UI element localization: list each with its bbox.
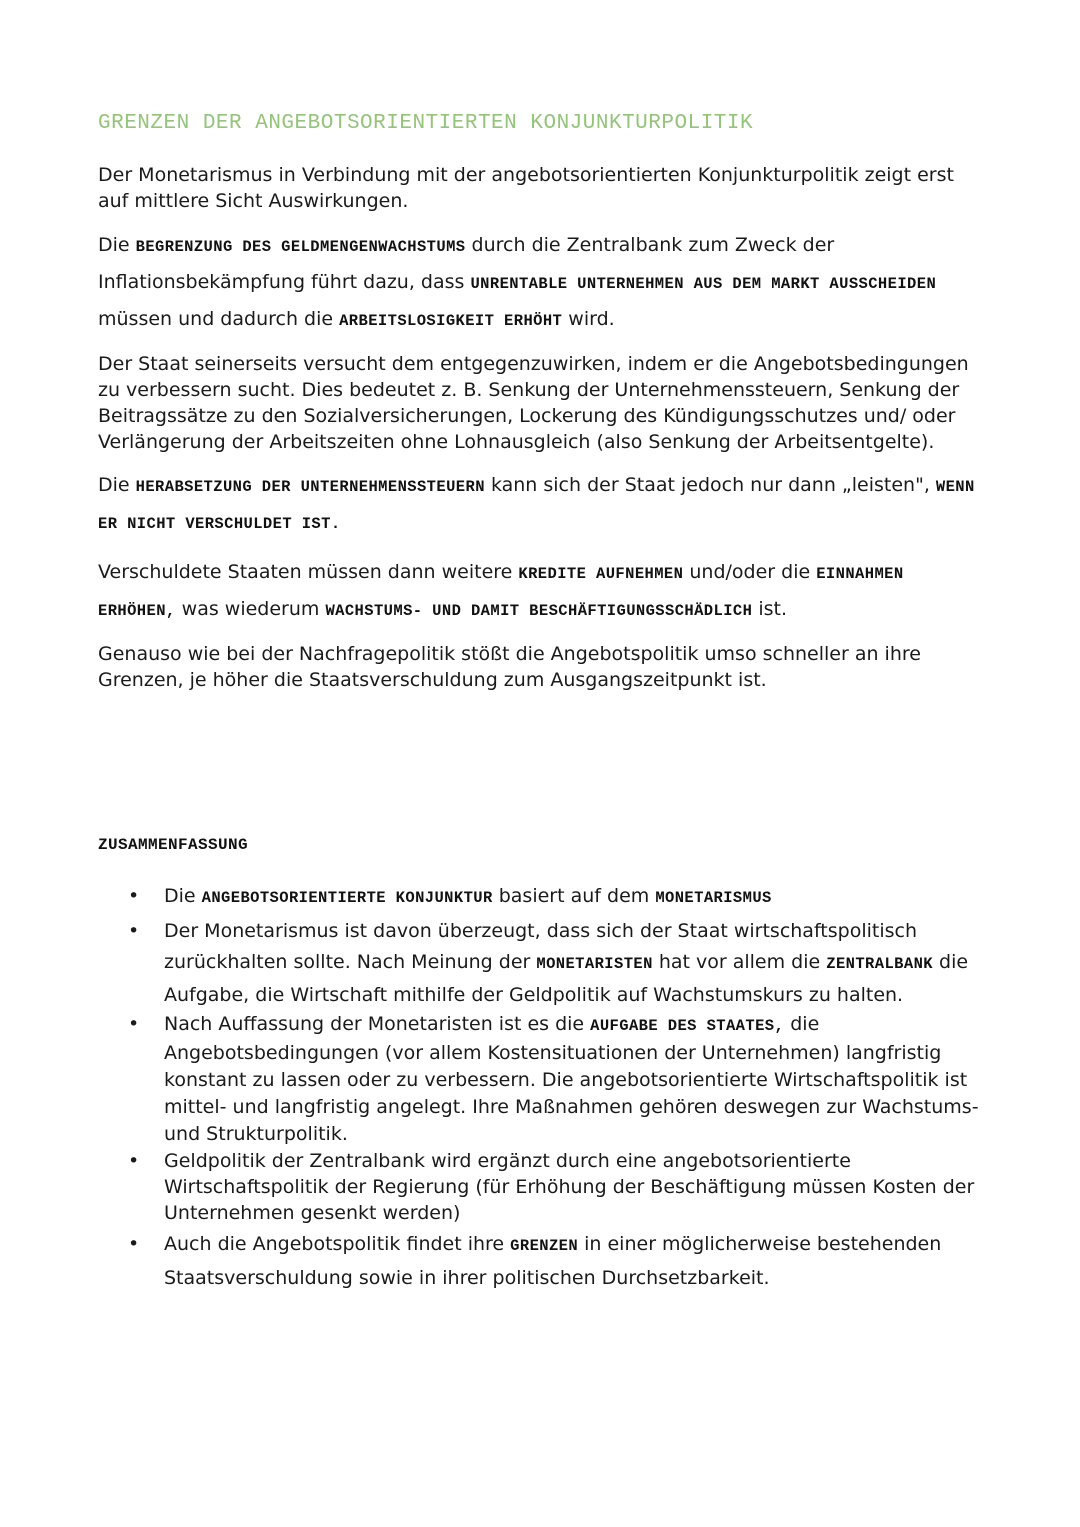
text: basiert auf dem (492, 885, 656, 907)
paragraph-intro: Der Monetarismus in Verbindung mit der angebotsorientierten Konjunkturpolitik zeigt erst auf mittlere Sicht Auswirkungen. (98, 164, 954, 212)
text: Auch die Angebotspolitik findet ihre (164, 1233, 511, 1255)
list-item (98, 1148, 988, 1226)
paragraph-money-supply (98, 228, 988, 339)
text: die Aufgabe, die Wirtschaft mithilfe der Geldpolitik auf Wachstumskurs zu halten. (164, 951, 969, 1006)
emphasis: KREDITE AUFNEHMEN (518, 565, 684, 583)
emphasis: UNRENTABLE UNTERNEHMEN AUS DEM MARKT AUSSCHEIDEN (470, 275, 937, 293)
text: wird. (562, 308, 615, 330)
text: Die (98, 234, 136, 256)
emphasis: ZENTRALBANK (826, 955, 933, 973)
text: Die (98, 474, 136, 496)
emphasis: EINNAHMEN ERHÖHEN, (98, 565, 904, 620)
paragraph-limits: Genauso wie bei der Nachfragepolitik stößt die Angebotspolitik umso schneller an ihre Grenzen, je höher die Staatsverschuldung zum Ausgangszeitpunkt ist. (98, 643, 921, 691)
emphasis: GRENZEN (510, 1237, 579, 1255)
emphasis: MONETARISTEN (536, 955, 653, 973)
text: was wiederum (175, 598, 326, 620)
text: Nach Auffassung der Monetaristen ist es die (164, 1013, 591, 1035)
emphasis: ARBEITSLOSIGKEIT ERHÖHT (339, 312, 563, 330)
list-item (98, 916, 988, 1011)
section-title: GRENZEN DER ANGEBOTSORIENTIERTEN KONJUNKTURPOLITIK (98, 112, 754, 135)
summary-list (98, 880, 988, 1294)
text: Die (164, 885, 202, 907)
paragraph-state-measures: Der Staat seinerseits versucht dem entgegenzuwirken, indem er die Angebotsbedingungen zu verbessern sucht. Dies bedeutet z. B. Senkung der Unternehmenssteuern, Senkung der Beitragssätze zu den Sozialversicherungen, Lockerung des Kündigungsschutzes und/ oder Verlängerung der Arbeitszeiten ohne Lohnausgleich (also Senkung der Arbeitsentgelte). (98, 353, 969, 453)
list-item (98, 880, 988, 914)
text: durch die Zentralbank zum Zweck der Inflationsbekämpfung führt dazu, dass (98, 234, 835, 293)
text: Verschuldete Staaten müssen dann weitere (98, 561, 519, 583)
emphasis: WACHSTUMS- UND DAMIT BESCHÄFTIGUNGSSCHÄDLICH (325, 602, 753, 620)
emphasis: WENN ER NICHT VERSCHULDET IST. (98, 478, 975, 533)
emphasis: MONETARISMUS (655, 889, 772, 907)
emphasis: ANGEBOTSORIENTIERTE KONJUNKTUR (201, 889, 493, 907)
text: müssen und dadurch die (98, 308, 340, 330)
text: die Angebotsbedingungen (vor allem Kostensituationen der Unternehmen) langfristig konstant zu lassen oder zu verbessern. Die angebotsorientierte Wirtschaftspolitik ist mittel- und langfristig angelegt. Ihre Maßnahmen gehören deswegen zur Wachstums- und Strukturpolitik. (164, 1013, 979, 1145)
text: und/oder die (683, 561, 817, 583)
text: ist. (752, 598, 788, 620)
text: Der Monetarismus ist davon überzeugt, dass sich der Staat wirtschaftspolitisch zurückhalten sollte. Nach Meinung der (164, 920, 918, 973)
summary-title: ZUSAMMENFASSUNG (98, 836, 249, 854)
paragraph-indebted-states (98, 555, 988, 629)
list-item (98, 1011, 988, 1148)
text: kann sich der Staat jedoch nur dann „leisten", (484, 474, 936, 496)
text: hat vor allem die (652, 951, 827, 973)
text: Geldpolitik der Zentralbank wird ergänzt durch eine angebotsorientierte Wirtschaftspolitik der Regierung (für Erhöhung der Beschäftigung müssen Kosten der Unternehmen gesenkt werden) (164, 1150, 975, 1224)
emphasis: AUFGABE DES STAATES, (590, 1017, 785, 1035)
list-item (98, 1228, 988, 1294)
emphasis: BEGRENZUNG DES GELDMENGENWACHSTUMS (135, 238, 466, 256)
text: in einer möglicherweise bestehenden Staatsverschuldung sowie in ihrer politischen Durchsetzbarkeit. (164, 1233, 942, 1289)
paragraph-tax-reduction (98, 468, 988, 542)
emphasis: HERABSETZUNG DER UNTERNEHMENSSTEUERN (135, 478, 485, 496)
